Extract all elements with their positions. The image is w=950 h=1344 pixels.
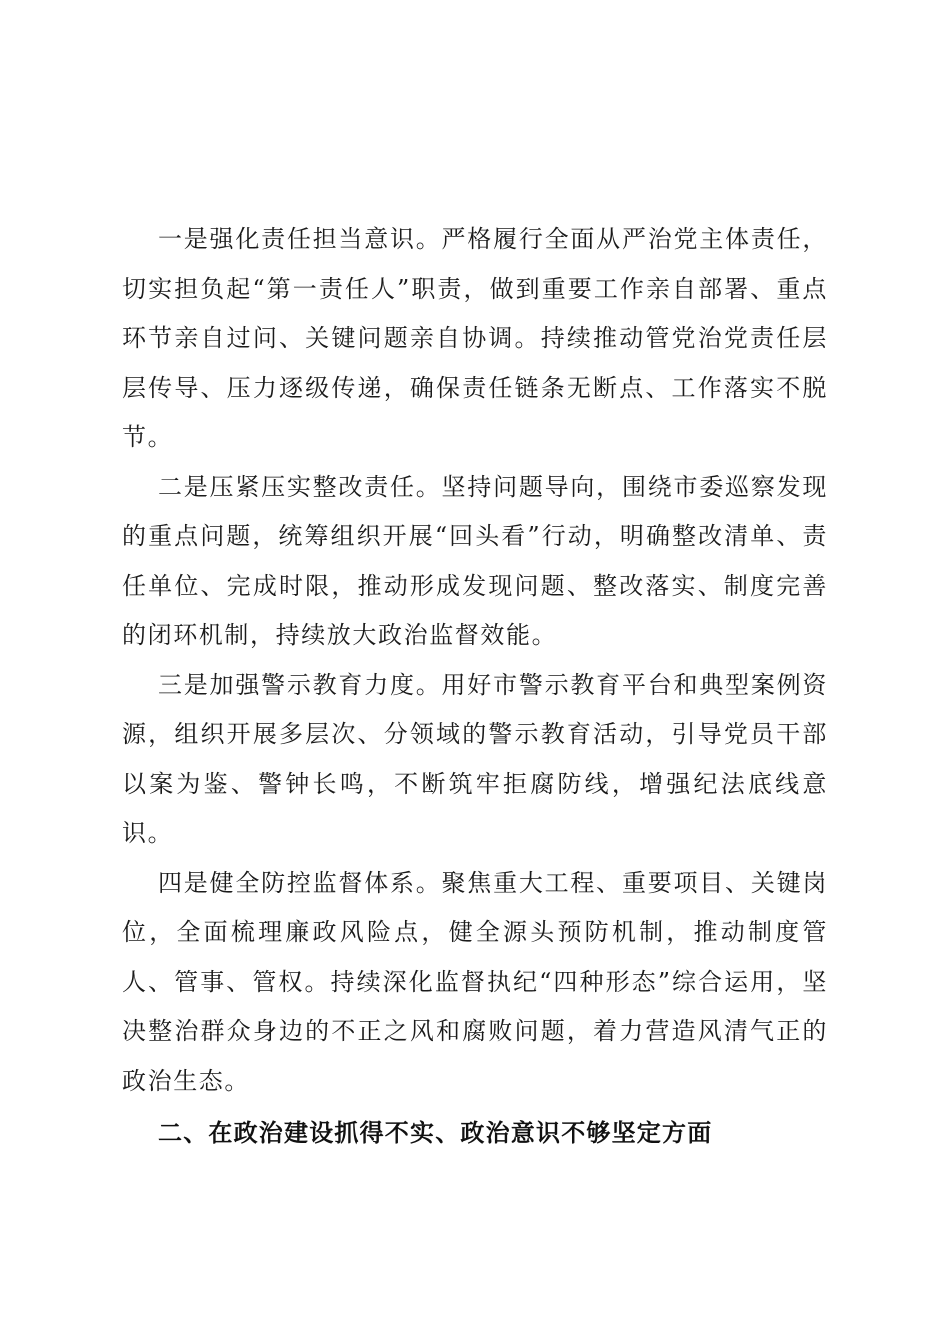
paragraph-responsibility: 一是强化责任担当意识。严格履行全面从严治党主体责任，切实担负起“第一责任人”职责，做到重要工作亲自部署、重点环节亲自过问、关键问题亲自协调。持续推动管党治党责任层层传导、压力逐级传递，确保责任链条无断点、工作落实不脱节。 xyxy=(122,225,828,451)
paragraph-rectification: 二是压紧压实整改责任。坚持问题导向，围绕市委巡察发现的重点问题，统筹组织开展“回头看”行动，明确整改清单、责任单位、完成时限，推动形成发现问题、整改落实、制度完善的闭环机制，持续放大政治监督效能。 xyxy=(122,472,828,649)
paragraph-supervision-system: 四是健全防控监督体系。聚焦重大工程、重要项目、关键岗位，全面梳理廉政风险点，健全源头预防机制，推动制度管人、管事、管权。持续深化监督执纪“四种形态”综合运用，坚决整治群众身边的不正之风和腐败问题，着力营造风清气正的政治生态。 xyxy=(122,868,828,1095)
paragraph-warning-education: 三是加强警示教育力度。用好市警示教育平台和典型案例资源，组织开展多层次、分领域的警示教育活动，引导党员干部以案为鉴、警钟长鸣，不断筑牢拒腐防线，增强纪法底线意识。 xyxy=(122,670,828,847)
section-heading: 二、在政治建设抓得不实、政治意识不够坚定方面 xyxy=(158,1119,713,1147)
document-body xyxy=(122,215,828,1159)
